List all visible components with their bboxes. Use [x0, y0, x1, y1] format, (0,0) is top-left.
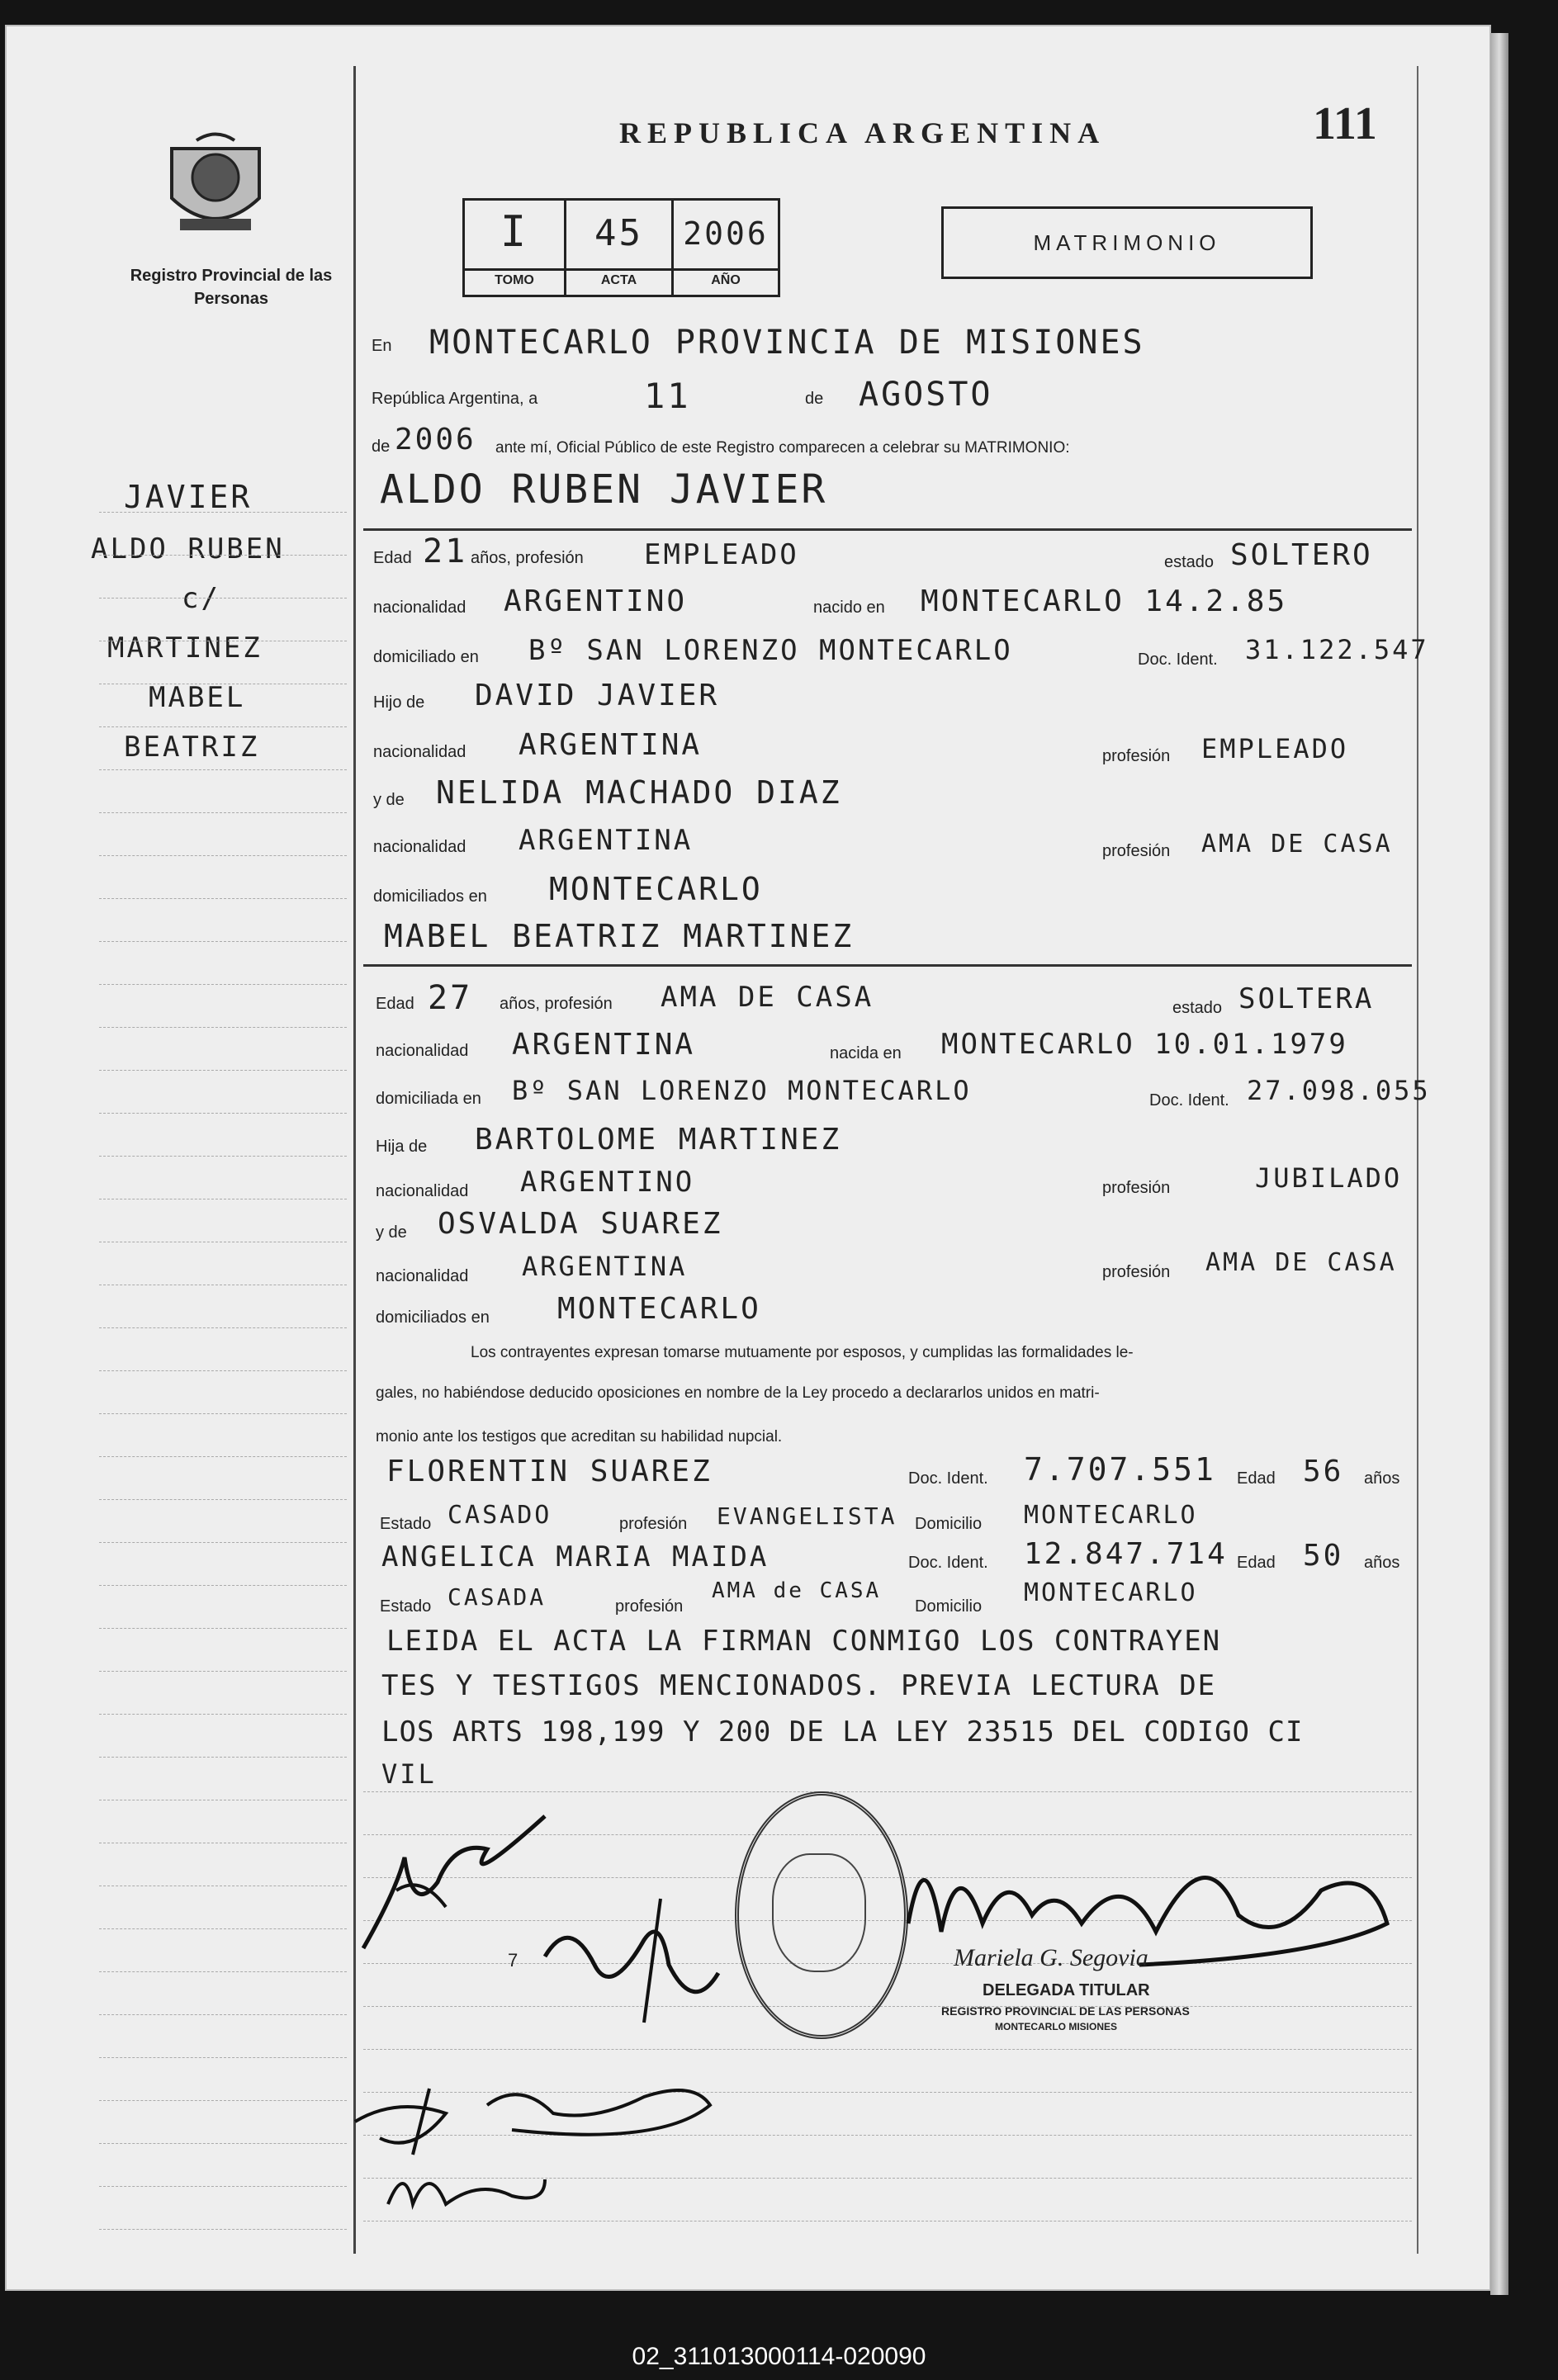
margin-note-line: ALDO RUBEN: [91, 532, 285, 565]
witness-prof-label: profesión: [615, 1597, 684, 1616]
ruled-line: [99, 855, 347, 857]
ruled-line: [99, 2143, 347, 2145]
witness-edad-label: Edad: [1237, 1469, 1276, 1488]
right-rule: [1417, 66, 1418, 2254]
official-title: DELEGADA TITULAR: [983, 1981, 1150, 1999]
signature-witness-1: [347, 2047, 727, 2163]
ruled-line: [99, 555, 347, 556]
ruled-line: [99, 898, 347, 900]
groom-padre: DAVID JAVIER: [475, 679, 720, 712]
groom-nacionalidad: ARGENTINO: [504, 584, 688, 618]
bride-madre-prof-label: profesión: [1102, 1263, 1171, 1281]
margin-note-line: MABEL: [149, 681, 246, 714]
witness-doc: 7.707.551: [1024, 1451, 1216, 1488]
groom-hijo-label: Hijo de: [373, 693, 425, 712]
ruled-line: [99, 1800, 347, 1801]
bride-madre-nac: ARGENTINA: [522, 1251, 688, 1282]
declaration-line: gales, no habiéndose deducido oposiciones en nombre de la Ley procedo a declararlos unidos en matri-: [376, 1384, 1100, 1402]
ruled-line: [99, 1156, 347, 1157]
groom-estado-label: estado: [1164, 553, 1215, 571]
bride-nacida-label: nacida en: [830, 1044, 902, 1062]
day-value: 11: [644, 376, 691, 416]
groom-domicilio: Bº SAN LORENZO MONTECARLO: [528, 634, 1013, 667]
bride-estado-label: estado: [1172, 999, 1223, 1017]
ruled-line: [99, 1714, 347, 1715]
section-divider: [363, 528, 1412, 531]
groom-edad: 21: [423, 532, 468, 570]
witness-dom-label: Domicilio: [915, 1515, 983, 1533]
groom-doc-label: Doc. Ident.: [1138, 651, 1218, 669]
witness-edad-label: Edad: [1237, 1554, 1276, 1572]
en-label: En: [372, 337, 392, 355]
witness-doc: 12.847.714: [1024, 1537, 1228, 1571]
bride-madre-prof: AMA DE CASA: [1205, 1248, 1397, 1277]
ruled-line: [99, 2229, 347, 2231]
ruled-line: [99, 1928, 347, 1930]
groom-madre-nac-label: nacionalidad: [373, 838, 466, 856]
bride-edad-label: Edad: [376, 995, 414, 1013]
ruled-line: [99, 1671, 347, 1673]
closing-line: VIL: [381, 1758, 437, 1790]
declaration-line: monio ante los testigos que acreditan su habilidad nupcial.: [376, 1428, 783, 1446]
groom-madre-prof: AMA DE CASA: [1201, 830, 1393, 859]
ruled-line: [99, 1628, 347, 1630]
bride-padre: BARTOLOME MARTINEZ: [475, 1123, 842, 1157]
act-type-box: MATRIMONIO: [941, 206, 1313, 279]
witness-domicilio: MONTECARLO: [1024, 1501, 1198, 1530]
ruled-line: [99, 2014, 347, 2016]
bride-edad: 27: [428, 979, 473, 1017]
bride-madre: OSVALDA SUAREZ: [438, 1207, 723, 1241]
page-number: 111: [1313, 98, 1377, 149]
acta-value: 45: [594, 212, 643, 254]
witness-doc-label: Doc. Ident.: [908, 1554, 988, 1572]
country-heading: REPUBLICA ARGENTINA: [619, 116, 1106, 149]
margin-note-line: MARTINEZ: [107, 632, 263, 665]
groom-prof-label: años, profesión: [471, 549, 584, 567]
bride-hija-label: Hija de: [376, 1138, 428, 1156]
margin-note-line: JAVIER: [124, 479, 253, 515]
acta-label: ACTA: [600, 273, 637, 287]
ruled-line: [99, 1971, 347, 1973]
groom-madre-prof-label: profesión: [1102, 842, 1171, 860]
witness-name: ANGELICA MARIA MAIDA: [381, 1540, 770, 1573]
bride-padres-dom-label: domiciliados en: [376, 1308, 490, 1327]
groom-nac-label: nacionalidad: [373, 599, 466, 617]
ruled-line: [99, 1285, 347, 1286]
official-name: Mariela G. Segovia: [954, 1944, 1148, 1971]
ruled-line: [99, 684, 347, 685]
groom-doc: 31.122.547: [1245, 634, 1429, 665]
anio-value: 2006: [683, 215, 769, 252]
ruled-line: [99, 1843, 347, 1844]
witness-estado-label: Estado: [380, 1515, 432, 1533]
ruled-line: [99, 1499, 347, 1501]
bride-doc: 27.098.055: [1247, 1075, 1431, 1106]
place-value: MONTECARLO PROVINCIA DE MISIONES: [429, 324, 1145, 362]
bride-madre-nac-label: nacionalidad: [376, 1267, 469, 1285]
closing-line: TES Y TESTIGOS MENCIONADOS. PREVIA LECTURA DE: [381, 1669, 1217, 1702]
intro-text: ante mí, Oficial Público de este Registro comparecen a celebrar su MATRIMONIO:: [495, 439, 1070, 457]
bride-name: MABEL BEATRIZ MARTINEZ: [384, 918, 855, 954]
ruled-line: [99, 1113, 347, 1114]
official-office: REGISTRO PROVINCIAL DE LAS PERSONAS: [941, 2004, 1190, 2018]
groom-name: ALDO RUBEN JAVIER: [380, 466, 828, 513]
groom-dom-label: domiciliado en: [373, 648, 479, 666]
groom-padre-nac-label: nacionalidad: [373, 743, 466, 761]
bride-estado: SOLTERA: [1238, 982, 1375, 1015]
ruled-line: [99, 1199, 347, 1200]
witness-profesion: AMA de CASA: [712, 1578, 882, 1603]
witness-estado-label: Estado: [380, 1597, 432, 1616]
bride-padre-prof: JUBILADO: [1255, 1162, 1403, 1194]
witness-dom-label: Domicilio: [915, 1597, 983, 1616]
groom-estado: SOLTERO: [1230, 538, 1373, 572]
bride-padre-prof-label: profesión: [1102, 1179, 1171, 1197]
ruled-line: [99, 1542, 347, 1544]
groom-padres-dom-label: domiciliados en: [373, 887, 487, 906]
bride-yde-label: y de: [376, 1223, 407, 1242]
ruled-line: [99, 984, 347, 986]
provincial-crest-icon: [163, 132, 268, 239]
witness-domicilio: MONTECARLO: [1024, 1578, 1198, 1607]
anio-label: AÑO: [711, 273, 741, 287]
witness-estado: CASADO: [448, 1501, 552, 1530]
groom-padre-nac: ARGENTINA: [519, 728, 703, 762]
ruled-line: [99, 2100, 347, 2102]
ruled-line: [99, 1070, 347, 1072]
tomo-value: I: [500, 207, 529, 257]
ruled-line: [99, 812, 347, 814]
ruled-line: [99, 1456, 347, 1458]
year-value: 2006: [395, 423, 476, 457]
section-divider: [363, 964, 1412, 967]
witness-anos-label: años: [1364, 1469, 1400, 1488]
ruled-line: [99, 2186, 347, 2188]
closing-line: LOS ARTS 198,199 Y 200 DE LA LEY 23515 DEL CODIGO CI: [381, 1715, 1304, 1748]
month-de-label: de: [805, 390, 824, 408]
document-id: 02_311013000114-020090: [632, 2343, 926, 2370]
ruled-line: [99, 1370, 347, 1372]
ruled-line: [99, 1327, 347, 1329]
year-de-label: de: [372, 438, 391, 456]
tomo-label: TOMO: [495, 273, 534, 287]
groom-madre-nac: ARGENTINA: [519, 824, 694, 857]
month-value: AGOSTO: [859, 376, 993, 414]
ruled-line: [99, 726, 347, 728]
official-location: MONTECARLO MISIONES: [995, 2021, 1118, 2032]
bride-padres-dom: MONTECARLO: [557, 1292, 761, 1326]
bride-nac-label: nacionalidad: [376, 1042, 469, 1060]
witness-edad: 50: [1303, 1539, 1344, 1573]
bride-profesion: AMA DE CASA: [661, 981, 874, 1014]
ruled-line: [99, 641, 347, 642]
groom-padre-prof-label: profesión: [1102, 747, 1171, 765]
closing-line: LEIDA EL ACTA LA FIRMAN CONMIGO LOS CONTRAYEN: [386, 1625, 1222, 1658]
witness-doc-label: Doc. Ident.: [908, 1469, 988, 1488]
groom-nacido-label: nacido en: [813, 599, 885, 617]
official-seal: [735, 1791, 908, 2039]
witness-edad: 56: [1303, 1455, 1344, 1488]
registry-name: Registro Provincial de las Personas: [130, 267, 333, 308]
ruled-line: [99, 598, 347, 599]
ruled-line: [99, 769, 347, 771]
bride-nacida: MONTECARLO 10.01.1979: [941, 1028, 1348, 1061]
groom-profesion: EMPLEADO: [644, 538, 799, 571]
ruled-line: [99, 512, 347, 513]
declaration-line: Los contrayentes expresan tomarse mutuamente por esposos, y cumplidas las formalidades le-: [471, 1344, 1134, 1361]
groom-padres-dom: MONTECARLO: [549, 871, 763, 907]
bride-doc-label: Doc. Ident.: [1149, 1091, 1229, 1110]
bride-dom-label: domiciliada en: [376, 1090, 481, 1108]
record-box: [462, 198, 780, 297]
republica-label: República Argentina, a: [372, 390, 538, 408]
ruled-line: [99, 1585, 347, 1587]
page-edge: [1490, 33, 1508, 2295]
signature-mark: 7: [508, 1950, 519, 1971]
witness-prof-label: profesión: [619, 1515, 688, 1533]
bride-nacionalidad: ARGENTINA: [512, 1028, 696, 1062]
signature-bride: [528, 1882, 727, 2031]
groom-madre: NELIDA MACHADO DIAZ: [436, 774, 842, 811]
bride-padre-nac-label: nacionalidad: [376, 1182, 469, 1200]
margin-note-line: c/: [182, 582, 220, 615]
ruled-line: [99, 1413, 347, 1415]
signature-witness-2: [380, 2146, 561, 2221]
witness-profesion: EVANGELISTA: [717, 1502, 897, 1530]
ruled-line: [99, 1757, 347, 1758]
ruled-line: [363, 2006, 1412, 2008]
groom-padre-prof: EMPLEADO: [1201, 733, 1349, 764]
bride-prof-label: años, profesión: [500, 995, 613, 1013]
bride-domicilio: Bº SAN LORENZO MONTECARLO: [512, 1075, 972, 1106]
ruled-line: [99, 2057, 347, 2059]
ruled-line: [99, 941, 347, 943]
groom-edad-label: Edad: [373, 549, 412, 567]
ruled-line: [99, 1886, 347, 1887]
bride-padre-nac: ARGENTINO: [520, 1166, 695, 1199]
witness-anos-label: años: [1364, 1554, 1400, 1572]
ruled-line: [99, 1242, 347, 1243]
witness-name: FLORENTIN SUAREZ: [386, 1455, 713, 1488]
ruled-line: [99, 1027, 347, 1029]
witness-estado: CASADA: [448, 1583, 547, 1611]
ruled-line: [363, 2221, 1412, 2222]
groom-nacido: MONTECARLO 14.2.85: [921, 584, 1288, 618]
groom-yde-label: y de: [373, 791, 405, 809]
margin-note-line: BEATRIZ: [124, 731, 260, 764]
